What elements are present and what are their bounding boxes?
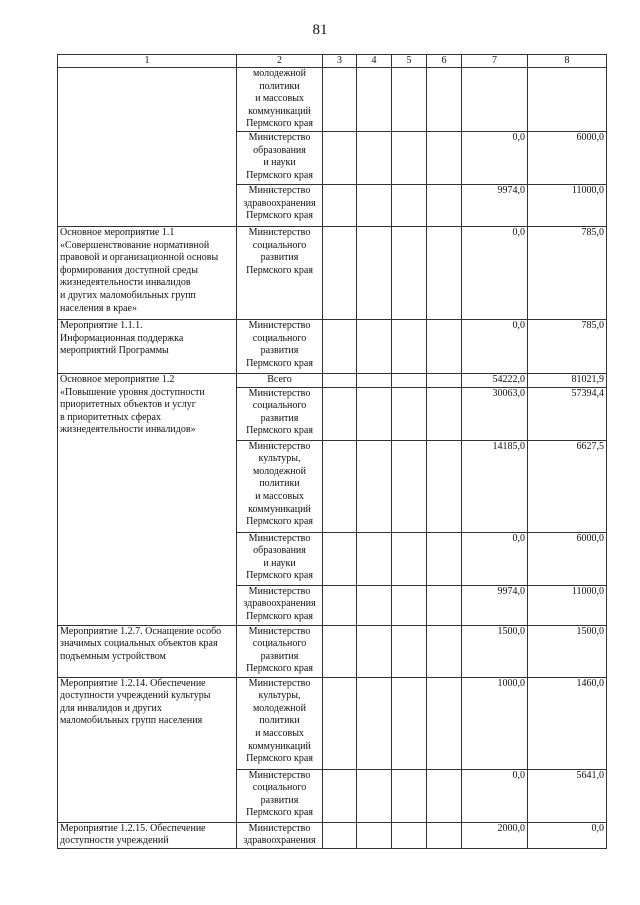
- header-col-8: 8: [528, 55, 607, 68]
- value-col7: 14185,0: [462, 440, 528, 532]
- budget-table: [57, 54, 607, 849]
- value-col8: 81021,9: [528, 373, 607, 387]
- value-col7: 54222,0: [462, 373, 528, 387]
- header-col-5: 5: [392, 55, 427, 68]
- value-col8: 6000,0: [528, 532, 607, 585]
- agency-cell: Министерство образования и науки Пермского края: [237, 131, 323, 184]
- value-col8: 1500,0: [528, 625, 607, 677]
- header-col-2: 2: [237, 55, 323, 68]
- table-row: [58, 373, 607, 387]
- agency-cell: Министерство социального развития Пермского края: [237, 387, 323, 440]
- activity-cell: Мероприятие 1.2.14. Обеспечение доступности учреждений культуры для инвалидов и других маломобильных групп населения: [58, 677, 237, 822]
- activity-cell: Основное мероприятие 1.2 «Повышение уровня доступности приоритетных объектов и услуг в приоритетных сферах жизнедеятельности инвалидов»: [58, 373, 237, 625]
- value-col7: 0,0: [462, 532, 528, 585]
- agency-cell: Министерство социального развития Пермского края: [237, 226, 323, 319]
- value-col8: 785,0: [528, 319, 607, 373]
- value-col8: [528, 68, 607, 132]
- table-row: [58, 226, 607, 319]
- activity-cell: Основное мероприятие 1.1 «Совершенствование нормативной правовой и организационной основы формирования доступной среды жизнедеятельности инвалидов и других маломобильных групп населения в крае»: [58, 226, 237, 319]
- value-col7: 9974,0: [462, 184, 528, 226]
- value-col8: 6627,5: [528, 440, 607, 532]
- header-col-1: 1: [58, 55, 237, 68]
- value-col7: 9974,0: [462, 585, 528, 625]
- agency-cell: Министерство здравоохранения Пермского края: [237, 184, 323, 226]
- header-col-3: 3: [323, 55, 357, 68]
- value-col8: 785,0: [528, 226, 607, 319]
- agency-cell: Министерство культуры, молодежной политики и массовых коммуникаций Пермского края: [237, 440, 323, 532]
- header-col-4: 4: [357, 55, 392, 68]
- activity-cell: Мероприятие 1.2.15. Обеспечение доступности учреждений: [58, 822, 237, 848]
- agency-cell: Министерство социального развития Пермского края: [237, 319, 323, 373]
- page-number: 81: [312, 22, 328, 38]
- table-row: [58, 68, 607, 132]
- activity-cell: Мероприятие 1.2.7. Оснащение особо значимых социальных объектов края подъемным устройством: [58, 625, 237, 677]
- header-col-6: 6: [427, 55, 462, 68]
- table-row: [58, 677, 607, 769]
- agency-cell: Министерство образования и науки Пермского края: [237, 532, 323, 585]
- agency-cell: Министерство здравоохранения: [237, 822, 323, 848]
- header-col-7: 7: [462, 55, 528, 68]
- value-col8: 57394,4: [528, 387, 607, 440]
- value-col7: [462, 68, 528, 132]
- value-col7: 0,0: [462, 319, 528, 373]
- table-row: [58, 319, 607, 373]
- table-row: [58, 625, 607, 677]
- value-col7: 30063,0: [462, 387, 528, 440]
- value-col7: 0,0: [462, 226, 528, 319]
- value-col8: 0,0: [528, 822, 607, 848]
- value-col7: 1500,0: [462, 625, 528, 677]
- value-col7: 0,0: [462, 769, 528, 822]
- header-row: [58, 55, 607, 68]
- agency-cell: Министерство здравоохранения Пермского края: [237, 585, 323, 625]
- value-col8: 5641,0: [528, 769, 607, 822]
- value-col8: 11000,0: [528, 585, 607, 625]
- activity-cell: Мероприятие 1.1.1. Информационная поддержка мероприятий Программы: [58, 319, 237, 373]
- value-col8: 11000,0: [528, 184, 607, 226]
- agency-cell: молодежной политики и массовых коммуникаций Пермского края: [237, 68, 323, 132]
- agency-cell: Министерство социального развития Пермского края: [237, 625, 323, 677]
- activity-cell: [58, 68, 237, 227]
- agency-cell: Всего: [237, 373, 323, 387]
- agency-cell: Министерство культуры, молодежной политики и массовых коммуникаций Пермского края: [237, 677, 323, 769]
- value-col7: 1000,0: [462, 677, 528, 769]
- value-col7: 0,0: [462, 131, 528, 184]
- value-col8: 1460,0: [528, 677, 607, 769]
- value-col8: 6000,0: [528, 131, 607, 184]
- value-col7: 2000,0: [462, 822, 528, 848]
- table-row: [58, 822, 607, 848]
- agency-cell: Министерство социального развития Пермского края: [237, 769, 323, 822]
